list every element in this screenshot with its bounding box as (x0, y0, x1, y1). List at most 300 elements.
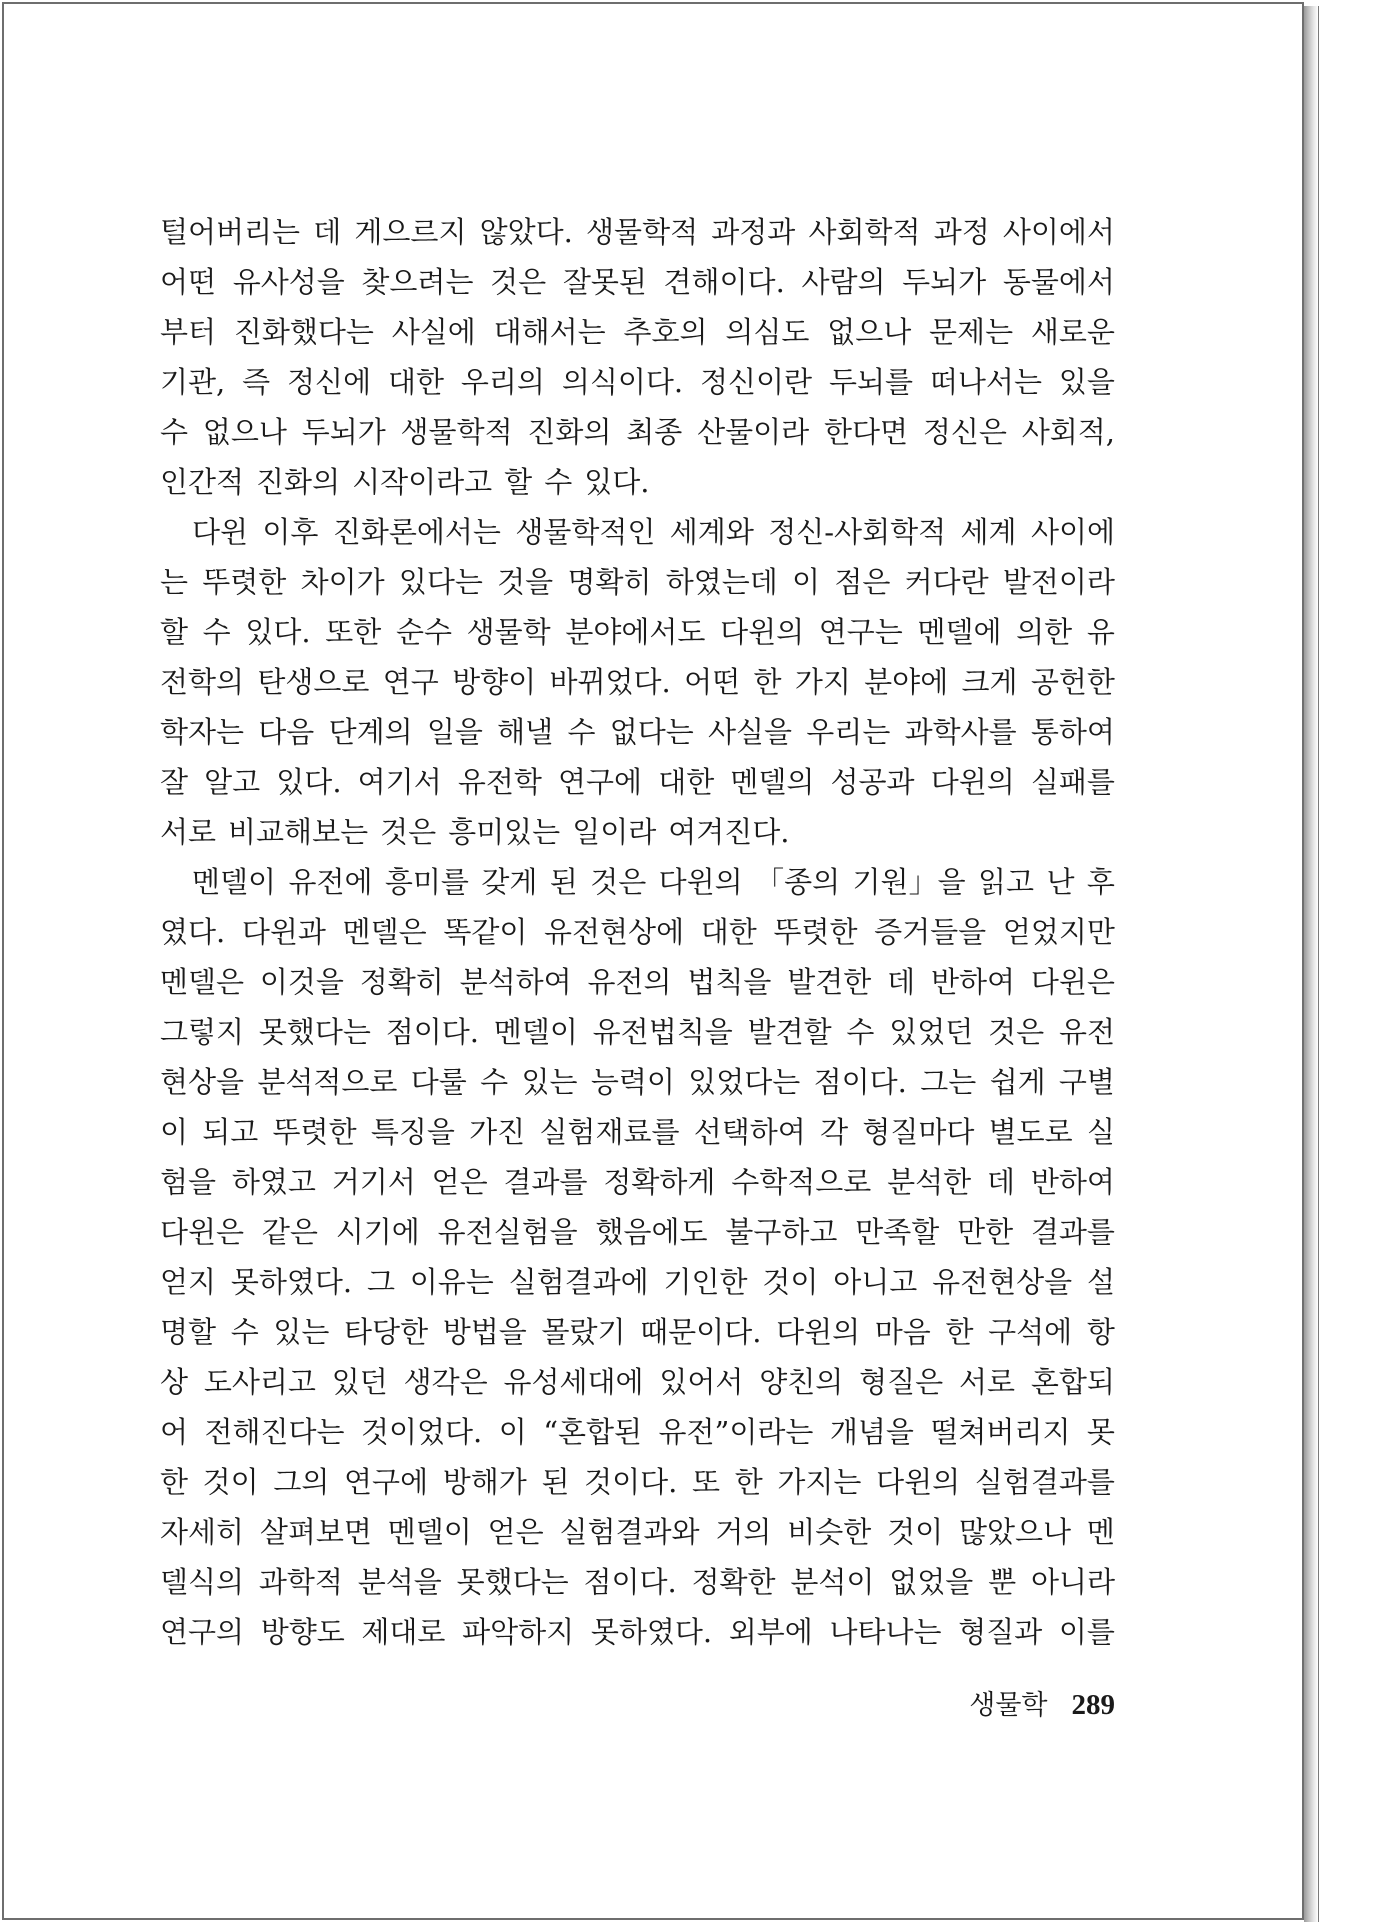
word: 양친의 (759, 1365, 844, 1399)
word: 것이었다. (361, 1415, 483, 1449)
word: 이유는 (409, 1265, 494, 1299)
text-line (160, 307, 1115, 357)
text-line (160, 357, 1115, 407)
word: 것은 (590, 865, 647, 899)
word: 생물학적 (586, 215, 699, 249)
word: 사회적, (1021, 415, 1115, 449)
word: 있는 (273, 1315, 330, 1349)
word: 또 (692, 1465, 721, 1499)
word: 점은 (834, 565, 891, 599)
word: 있다. (584, 465, 650, 499)
word: 연구 (382, 665, 439, 699)
text-line (160, 807, 1115, 857)
word: 거기서 (331, 1165, 416, 1199)
word: 연구에 (558, 765, 643, 799)
word: 살펴보면 (259, 1515, 372, 1549)
word: 있을 (1058, 365, 1115, 399)
word: 다음 (258, 715, 315, 749)
word: 설 (1086, 1265, 1115, 1299)
word: 대한 (700, 915, 757, 949)
text-line (160, 1207, 1115, 1257)
word: 난 (1046, 865, 1075, 899)
word: 한 (160, 1465, 189, 1499)
body-text (160, 207, 1115, 1657)
word: 한 (945, 1315, 974, 1349)
word: 점이다. (385, 1015, 479, 1049)
word: 이 (498, 1415, 527, 1449)
word: 하였는데 (665, 565, 778, 599)
word: 전해진다는 (204, 1415, 345, 1449)
word: 할 (504, 465, 533, 499)
running-footer-section: 생물학 (969, 1690, 1048, 1721)
word: 뚜렷한 (773, 915, 858, 949)
word: 한 (734, 1465, 763, 1499)
word: 다윈은 (1030, 965, 1115, 999)
word: 대해서는 (493, 315, 606, 349)
word: 분야에 (864, 665, 949, 699)
word: 점이다. (813, 1065, 907, 1099)
word: 멘델이 (192, 865, 277, 899)
word: 되고 (202, 1115, 259, 1149)
word: 다윈의 (720, 615, 805, 649)
word: 얻은 (431, 1165, 488, 1199)
word: 발견한 (787, 965, 872, 999)
word: 가지는 (777, 1465, 862, 1499)
word: 몰랐기 (541, 1315, 626, 1349)
text-line (160, 557, 1115, 607)
word: 없으나 (202, 415, 287, 449)
word: 생물학 (466, 615, 551, 649)
word: 분석적으로 (257, 1065, 398, 1099)
word: 정신은 (922, 415, 1007, 449)
word: 못했다는 (456, 1565, 569, 1599)
word: 정신에 (287, 365, 372, 399)
word: 순수 (395, 615, 452, 649)
text-line (160, 407, 1115, 457)
text-line (160, 1307, 1115, 1357)
word: 기인한 (663, 1265, 748, 1299)
word: 추호의 (623, 315, 708, 349)
word: 세계와 (669, 515, 754, 549)
word: 대한 (387, 365, 445, 399)
word: 인간적 (160, 465, 245, 499)
word: 흥미있는 (448, 815, 561, 849)
word: 명할 (160, 1315, 217, 1349)
word: 과학적 (258, 1565, 343, 1599)
word: 한 (753, 665, 782, 699)
text-line (160, 507, 1115, 557)
word: 성공과 (830, 765, 915, 799)
word: 멘 (1086, 1515, 1115, 1549)
word: 갖게 (481, 865, 538, 899)
word: 것을 (497, 565, 554, 599)
word: 다윈의 (876, 1465, 961, 1499)
word: 분석하여 (459, 965, 572, 999)
word: 알고 (204, 765, 261, 799)
word: 정확한 (691, 1565, 776, 1599)
text-line (160, 1007, 1115, 1057)
word: 정확하게 (603, 1165, 716, 1199)
word: 연구에 (344, 1465, 429, 1499)
word: 두뇌를 (828, 365, 914, 399)
word: 두뇌가 (301, 415, 386, 449)
word: 때문이다. (640, 1315, 762, 1349)
word: 상 (160, 1365, 189, 1399)
word: 문제는 (929, 315, 1014, 349)
word: 과학사를 (904, 715, 1017, 749)
word: 거의 (715, 1515, 772, 1549)
word: 서로 (160, 815, 217, 849)
text-line (160, 1557, 1115, 1607)
word: 과정 (933, 215, 990, 249)
word: 구별 (1058, 1065, 1115, 1099)
text-line (160, 207, 1115, 257)
word: 타당한 (344, 1315, 429, 1349)
word: 유전의 (587, 965, 672, 999)
word: 멘델이 (493, 1015, 578, 1049)
word: 된 (541, 1465, 570, 1499)
word: 증거들을 (874, 915, 987, 949)
word: 사실을 (708, 715, 793, 749)
word: 발전이라 (1002, 565, 1115, 599)
word: 데 (887, 965, 916, 999)
word: 「종의 (755, 865, 841, 899)
word: 정확히 (359, 965, 444, 999)
word: 아니고 (833, 1265, 918, 1299)
text-line (160, 1107, 1115, 1157)
word: 것은 (988, 1015, 1045, 1049)
word: 선택하여 (693, 1115, 806, 1149)
word: 의식이다. (561, 365, 684, 399)
word: 같은 (261, 1215, 318, 1249)
word: 흥미를 (384, 865, 469, 899)
word: 과정과 (711, 215, 796, 249)
word: 단계의 (328, 715, 413, 749)
word: 는 (160, 565, 189, 599)
word: 하였고 (231, 1165, 316, 1199)
word: 시기에 (335, 1215, 420, 1249)
text-line (160, 1507, 1115, 1557)
word: 점이다. (583, 1565, 677, 1599)
word: 있었던 (889, 1015, 974, 1049)
word: “혼합된 (543, 1415, 643, 1449)
word: 시작이라고 (352, 465, 493, 499)
word: 뚜렷한 (272, 1115, 357, 1149)
word: 여기서 (357, 765, 442, 799)
word: 정신-사회학적 (768, 515, 947, 549)
word: 법칙을 (687, 965, 772, 999)
word: 털어버리는 (160, 215, 301, 249)
word: 데 (987, 1165, 1016, 1199)
word: 유전”이라는 (658, 1415, 814, 1449)
word: 것이 (887, 1515, 944, 1549)
word: 일을 (426, 715, 483, 749)
word: 수 (846, 1015, 875, 1049)
word: 동물에서 (1002, 265, 1115, 299)
word: 새로운 (1030, 315, 1115, 349)
word: 수 (480, 1065, 509, 1099)
word: 얻었지만 (1002, 915, 1115, 949)
word: 개념을 (829, 1415, 914, 1449)
word: 데 (313, 215, 342, 249)
text-line (160, 757, 1115, 807)
word: 공헌한 (1030, 665, 1115, 699)
word: 이를 (1058, 1615, 1115, 1649)
word: 험을 (160, 1165, 217, 1199)
word: 대한 (658, 765, 715, 799)
word: 있었다는 (688, 1065, 801, 1099)
word: 있다는 (398, 565, 483, 599)
word: 할 (160, 615, 189, 649)
page-number: 289 (1071, 1689, 1115, 1721)
word: 비교해보는 (228, 815, 369, 849)
word: 멘델은 (342, 915, 427, 949)
word: 실 (1086, 1115, 1115, 1149)
word: 아니라 (1030, 1565, 1115, 1599)
word: 사실에 (391, 315, 476, 349)
word: 반하여 (930, 965, 1016, 999)
word: 탄생으로 (257, 665, 370, 699)
word: 한다면 (824, 415, 909, 449)
word: 어떤 (160, 265, 217, 299)
word: 델식의 (160, 1565, 245, 1599)
text-line (160, 657, 1115, 707)
word: 산물이라 (697, 415, 810, 449)
word: 있다. (245, 615, 311, 649)
word: 못하였다. (590, 1615, 713, 1649)
word: 가지 (794, 665, 851, 699)
word: 유전현상에 (544, 915, 685, 949)
word: 즉 (242, 365, 271, 399)
word: 잘 (160, 765, 189, 799)
text-line (160, 957, 1115, 1007)
word: 했음에도 (595, 1215, 708, 1249)
text-line (160, 1057, 1115, 1107)
word: 항 (1086, 1315, 1115, 1349)
word: 견해이다. (663, 265, 785, 299)
word: 나타나는 (829, 1615, 942, 1649)
word: 생물학적 (400, 415, 513, 449)
word: 결과를 (503, 1165, 588, 1199)
word: 못하였다. (230, 1265, 353, 1299)
word: 똑같이 (443, 915, 528, 949)
page-stack-edge (1304, 6, 1319, 1922)
word: 다윈의 (930, 765, 1015, 799)
text-line (160, 1157, 1115, 1207)
text-line (160, 257, 1115, 307)
word: 만한 (957, 1215, 1014, 1249)
word: 최종 (626, 415, 683, 449)
word: 도사리고 (203, 1365, 316, 1399)
word: 마음 (874, 1315, 931, 1349)
word: 멘델에 (917, 615, 1002, 649)
word: 였다. (160, 915, 226, 949)
word: 유전현상을 (932, 1265, 1073, 1299)
word: 않았다. (479, 215, 573, 249)
word: 그의 (273, 1465, 330, 1499)
word: 것이다. (584, 1465, 678, 1499)
text-line (160, 907, 1115, 957)
word: 다룰 (410, 1065, 467, 1099)
word: 실패를 (1030, 765, 1115, 799)
word: 유전에 (288, 865, 373, 899)
word: 통하여 (1030, 715, 1115, 749)
word: 유전법칙을 (592, 1015, 733, 1049)
word: 학자는 (160, 715, 245, 749)
text-line (160, 1407, 1115, 1457)
word: 해낼 (497, 715, 554, 749)
text-line (160, 1357, 1115, 1407)
word: 실험결과에 (508, 1265, 649, 1299)
text-line (160, 857, 1115, 907)
word: 방법을 (442, 1315, 527, 1349)
word: 이 (160, 1115, 189, 1149)
word: 떨쳐버리지 (930, 1415, 1071, 1449)
word: 수 (230, 1315, 259, 1349)
text-line (160, 607, 1115, 657)
word: 일이라 (572, 815, 657, 849)
word: 것은 (490, 265, 547, 299)
word: 유전실험을 (437, 1215, 578, 1249)
word: 사이에서 (1002, 215, 1115, 249)
word: 능력이 (590, 1065, 675, 1099)
word: 유전학 (457, 765, 542, 799)
word: 진화론에서는 (332, 515, 501, 549)
word: 전학의 (160, 665, 245, 699)
word: 현상을 (160, 1065, 245, 1099)
word: 있던 (331, 1365, 388, 1399)
word: 없으나 (827, 315, 912, 349)
page-footer (933, 1683, 1115, 1722)
word: 찾으려는 (361, 265, 474, 299)
word: 특징을 (370, 1115, 455, 1149)
word: 쉽게 (989, 1065, 1046, 1099)
word: 수 (160, 415, 189, 449)
word: 다윈의 (658, 865, 743, 899)
word: 읽고 (978, 865, 1035, 899)
word: 떠나서는 (929, 365, 1042, 399)
word: 못했다는 (258, 1015, 371, 1049)
word: 뚜렷한 (202, 565, 287, 599)
word: 기관, (160, 365, 226, 399)
word: 수 (544, 465, 573, 499)
word: 크게 (961, 665, 1018, 699)
word: 외부에 (728, 1615, 813, 1649)
word: 각 (820, 1115, 849, 1149)
word: 다윈과 (241, 915, 326, 949)
word: 수 (202, 615, 231, 649)
word: 못 (1086, 1415, 1115, 1449)
word: 다윈의 (776, 1315, 861, 1349)
word: 생물학적인 (515, 515, 656, 549)
word: 반하여 (1030, 1165, 1115, 1199)
word: 진화의 (527, 415, 612, 449)
word: 부터 (160, 315, 217, 349)
word: 연구의 (160, 1615, 245, 1649)
text-line (160, 707, 1115, 757)
word: 있어서 (659, 1365, 744, 1399)
word: 명확히 (567, 565, 652, 599)
word: 여겨진다. (668, 815, 790, 849)
word: 없다는 (609, 715, 694, 749)
word: 수 (567, 715, 596, 749)
word: 수학적으로 (731, 1165, 872, 1199)
text-line (160, 457, 1115, 507)
word: 다윈은 (160, 1215, 245, 1249)
word: 얻은 (487, 1515, 544, 1549)
word: 진화했다는 (233, 315, 374, 349)
word: 많았으나 (959, 1515, 1072, 1549)
word: 구석에 (988, 1315, 1073, 1349)
word: 유전 (1058, 1015, 1115, 1049)
word: 이 (792, 565, 821, 599)
word: 어 (160, 1415, 189, 1449)
word: 형질은 (859, 1365, 944, 1399)
word: 의심도 (725, 315, 810, 349)
word: 사람의 (801, 265, 886, 299)
word: 커다란 (904, 565, 989, 599)
word: 우리는 (806, 715, 891, 749)
word: 어떤 (684, 665, 741, 699)
word: 별도로 (988, 1115, 1073, 1149)
word: 형질과 (958, 1615, 1043, 1649)
word: 얻지 (160, 1265, 217, 1299)
word: 이것을 (259, 965, 344, 999)
word: 실험재료를 (539, 1115, 680, 1149)
word: 결과를 (1030, 1215, 1115, 1249)
word: 사회학적 (808, 215, 921, 249)
word: 멘델은 (160, 965, 245, 999)
word: 유 (1086, 615, 1115, 649)
word: 방해가 (442, 1465, 527, 1499)
word: 실험결과와 (559, 1515, 700, 1549)
word: 발견할 (747, 1015, 832, 1049)
text-line (160, 1457, 1115, 1507)
word: 우리의 (460, 365, 545, 399)
word: 유성세대에 (503, 1365, 644, 1399)
word: 혼합되 (1030, 1365, 1115, 1399)
word: 파악하지 (462, 1615, 575, 1649)
word: 것이 (202, 1465, 259, 1499)
word: 진화의 (256, 465, 341, 499)
word: 차이가 (300, 565, 385, 599)
word: 것은 (380, 815, 437, 849)
word: 세계 (960, 515, 1017, 549)
word: 방향도 (260, 1615, 345, 1649)
word: 뿐 (988, 1565, 1017, 1599)
word: 없었을 (889, 1565, 974, 1599)
word: 사이에 (1030, 515, 1115, 549)
word: 분석이 (790, 1565, 875, 1599)
text-line (160, 1607, 1115, 1657)
word: 바뀌었다. (549, 665, 671, 699)
word: 분석을 (357, 1565, 442, 1599)
word: 또한 (325, 615, 382, 649)
text-line (160, 1257, 1115, 1307)
word: 분야에서도 (565, 615, 706, 649)
word: 그렇지 (160, 1015, 245, 1049)
word: 분석한 (887, 1165, 972, 1199)
word: 만족할 (855, 1215, 940, 1249)
word: 유사성을 (232, 265, 345, 299)
word: 비슷한 (787, 1515, 872, 1549)
word: 불구하고 (725, 1215, 838, 1249)
word: 의한 (1016, 615, 1073, 649)
word: 기원」을 (852, 865, 966, 899)
word: 연구는 (818, 615, 903, 649)
word: 있다. (276, 765, 342, 799)
word: 두뇌가 (902, 265, 987, 299)
